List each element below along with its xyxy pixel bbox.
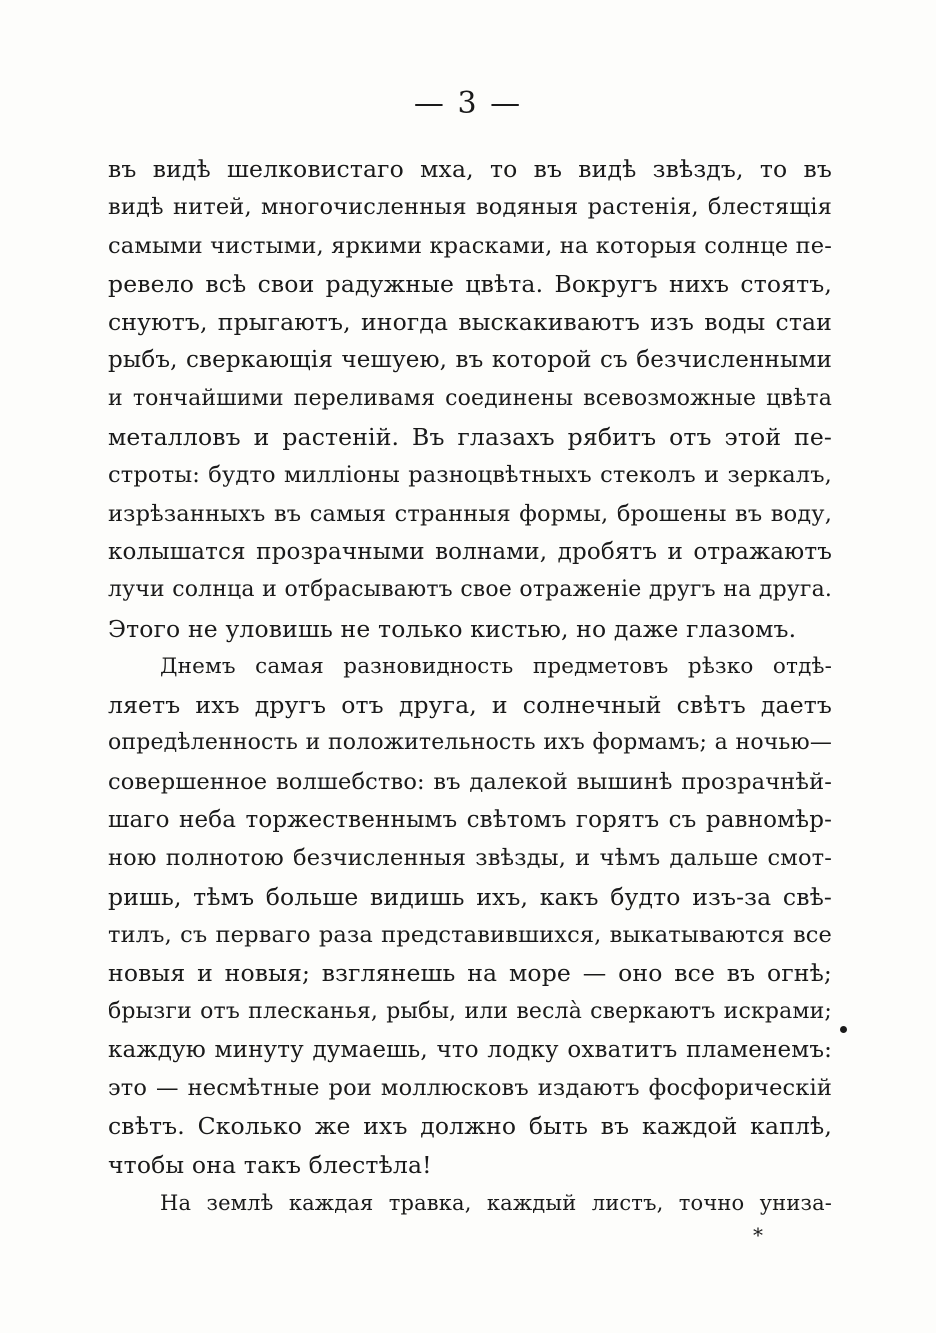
text-line: каждую минуту думаешь, что лодку охватитъ пламенемъ: — [108, 1036, 832, 1063]
text-line: Днемъ самая разновидность предметовъ рѣзко отдѣ- — [160, 653, 832, 679]
text-line: ревело всѣ свои радужные цвѣта. Вокругъ нихъ стоятъ, — [108, 269, 832, 298]
text-line: новыя и новыя; взглянешь на море — оно все въ огнѣ; — [108, 959, 832, 988]
ink-speck — [840, 1026, 847, 1033]
paragraph-2 — [108, 648, 832, 1184]
text-line: шаго неба торжественнымъ свѣтомъ горятъ съ равномѣр- — [108, 807, 832, 834]
text-line: тилъ, съ перваго раза представившихся, выкатываются все — [108, 921, 832, 948]
text-line: въ видѣ шелковистаго мха, то въ видѣ звѣздъ, то въ — [108, 155, 832, 183]
text-line: ришь, тѣмъ больше видишь ихъ, какъ будто изъ-за свѣ- — [108, 882, 832, 911]
text-line: металловъ и растеній. Въ глазахъ рябитъ отъ этой пе- — [108, 423, 832, 452]
page-number: — 3 — — [413, 86, 523, 121]
footnote-mark: * — [753, 1223, 763, 1247]
text-line: строты: будто милліоны разноцвѣтныхъ стеколъ и зеркалъ, — [108, 462, 832, 489]
body-text — [108, 150, 832, 1222]
text-line: брызги отъ плесканья, рыбы, или веслà сверкаютъ искрами; — [108, 998, 832, 1024]
paragraph-3 — [108, 1184, 832, 1222]
text-line: и тончайшими переливамя соединены всевозможные цвѣта — [108, 385, 832, 411]
text-line: колышатся прозрачными волнами, дробятъ и отражаютъ — [108, 538, 832, 565]
text-line: ною полнотою безчисленныя звѣзды, и чѣмъ дальше смот- — [108, 845, 832, 872]
text-line: Этого не уловишь не только кистью, но даже глазомъ. — [108, 614, 797, 643]
paragraph-1 — [108, 150, 832, 648]
text-line: снуютъ, прыгаютъ, иногда выскакиваютъ изъ воды стаи — [108, 308, 832, 337]
text-line: свѣтъ. Сколько же ихъ должно быть въ каждой каплѣ, — [108, 1112, 832, 1141]
text-line: самыми чистыми, яркими красками, на которыя солнце пе- — [108, 232, 832, 259]
text-line: На землѣ каждая травка, каждый листъ, точно униза- — [160, 1191, 832, 1216]
text-line: рыбъ, сверкающія чешуею, въ которой съ безчисленными — [108, 347, 832, 374]
text-line: это — несмѣтные рои моллюсковъ издаютъ фосфорическій — [108, 1075, 832, 1102]
text-line: лучи солнца и отбрасываютъ свое отраженіе другъ на друга. — [108, 577, 832, 603]
text-line: видѣ нитей, многочисленныя водяныя растенія, блестящія — [108, 194, 832, 221]
text-line: ляетъ ихъ другъ отъ друга, и солнечный свѣтъ даетъ — [108, 691, 832, 720]
text-line: чтобы она такъ блестѣла! — [108, 1150, 432, 1179]
text-line: изрѣзанныхъ въ самыя странныя формы, брошены въ воду, — [108, 500, 832, 527]
text-line: совершенное волшебство: въ далекой вышинѣ прозрачнѣй- — [108, 768, 832, 795]
text-line: опредѣленность и положительность ихъ формамъ; а ночью— — [108, 730, 832, 756]
